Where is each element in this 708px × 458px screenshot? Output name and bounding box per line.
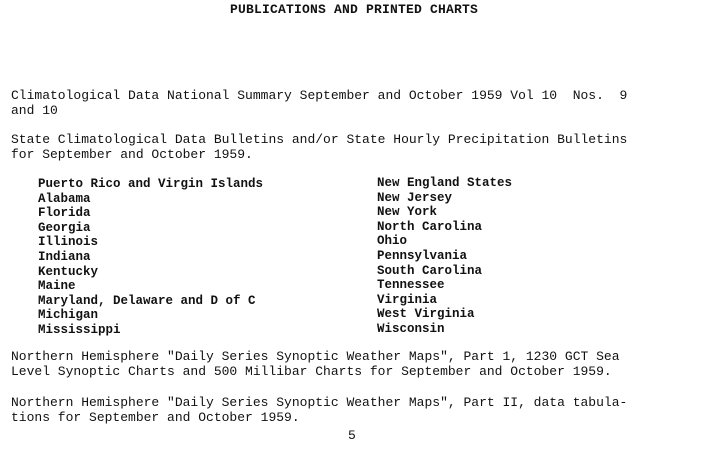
list-item: Mississippi [38,322,121,337]
list-item: Virginia [377,292,438,307]
list-item: Illinois [38,235,99,250]
page-number: 5 [348,428,356,443]
list-item: Puerto Rico and Virgin Islands [38,177,264,191]
page-title: PUBLICATIONS AND PRINTED CHARTS [229,2,479,17]
paragraph-line: Level Synoptic Charts and 500 Millibar Charts for September and October 1959. [11,363,612,379]
list-item: West Virginia [377,307,475,322]
list-item: Georgia [38,220,91,235]
list-item: Indiana [38,249,91,264]
list-item: New England States [377,176,513,190]
synoptic-maps-part1-paragraph [11,350,701,379]
list-item: Pennsylvania [377,248,468,263]
list-item: Maine [38,279,76,294]
paragraph-line: Climatological Data National Summary September and October 1959 Vol 10 Nos. 9 [11,88,628,103]
list-item: New York [377,205,438,220]
states-list-right [377,176,512,337]
list-item: Michigan [38,308,99,323]
state-bulletins-paragraph [11,133,701,162]
list-item: North Carolina [377,219,483,234]
list-item: Alabama [38,191,91,206]
paragraph-line: tions for September and October 1959. [11,409,300,425]
list-item: New Jersey [377,190,453,205]
list-item: Kentucky [38,264,99,279]
list-item: Ohio [377,234,408,249]
paragraph-line: for September and October 1959. [11,146,253,162]
list-item: Tennessee [377,278,445,293]
list-item: Florida [38,206,91,221]
paragraph-line: and 10 [11,102,58,118]
list-item: South Carolina [377,263,483,278]
paragraph-line: Northern Hemisphere "Daily Series Synoptic Weather Maps", Part 1, 1230 GCT Sea [11,349,620,364]
paragraph-line: State Climatological Data Bulletins and/or State Hourly Precipitation Bulletins [11,132,628,147]
national-summary-paragraph [11,89,701,118]
list-item: Wisconsin [377,321,445,336]
synoptic-maps-part2-paragraph [11,396,701,425]
paragraph-line: Northern Hemisphere "Daily Series Synoptic Weather Maps", Part II, data tabula- [11,395,628,410]
states-list-left [38,177,263,338]
list-item: Maryland, Delaware and D of C [38,293,256,308]
